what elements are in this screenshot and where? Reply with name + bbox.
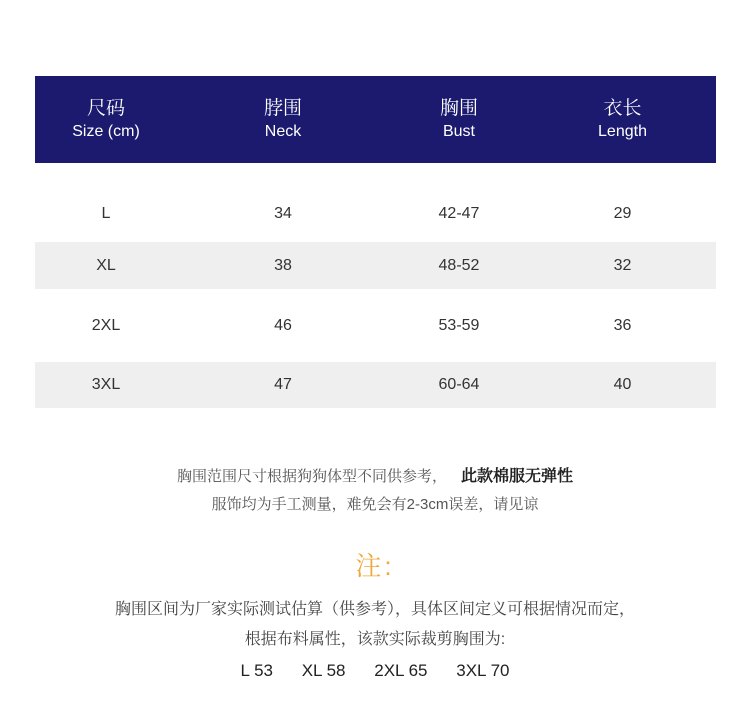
bust-value: 2XL 65 <box>374 661 428 680</box>
cell-size: XL <box>96 256 116 274</box>
cell-neck: 34 <box>274 205 292 222</box>
header-neck: 脖围 Neck <box>263 97 302 140</box>
cell-length: 29 <box>613 205 632 222</box>
table-row <box>35 362 716 408</box>
note-paragraph-2: 根据布料属性，该款实际裁剪胸围为: <box>244 631 506 648</box>
table-row <box>35 289 716 362</box>
table-header <box>35 76 716 163</box>
cell-length: 40 <box>613 376 632 393</box>
cell-length: 36 <box>613 316 632 334</box>
table-row <box>35 242 716 289</box>
cell-bust: 48-52 <box>438 256 480 274</box>
size-table <box>35 76 716 408</box>
fit-note: 胸围范围尺寸根据狗狗体型不同供参考， 此款棉服无弹性 <box>176 468 574 485</box>
cell-neck: 46 <box>274 316 292 334</box>
cell-size: 3XL <box>91 376 121 393</box>
cell-bust: 42-47 <box>438 205 480 222</box>
bust-value: 3XL 70 <box>456 661 510 680</box>
cell-neck: 47 <box>274 376 292 393</box>
no-stretch-note: 此款棉服无弹性 <box>461 468 574 485</box>
header-length: 衣长 Length <box>598 97 647 140</box>
measurement-note: 服饰均为手工测量，难免会有2-3cm误差，请见谅 <box>211 496 539 513</box>
header-bust: 胸围 Bust <box>439 97 478 140</box>
bust-value: XL 58 <box>301 661 346 680</box>
table-row <box>35 186 716 242</box>
cell-size: L <box>101 205 111 222</box>
header-size: 尺码 Size (cm) <box>72 97 140 140</box>
cell-neck: 38 <box>274 256 292 274</box>
note-paragraph-1: 胸围区间为厂家实际测试估算（供参考），具体区间定义可根据情况而定， <box>114 601 635 618</box>
cell-size: 2XL <box>91 316 121 334</box>
cell-bust: 60-64 <box>438 376 480 393</box>
actual-bust-list <box>0 661 750 681</box>
bust-value: L 53 <box>240 661 273 680</box>
cell-bust: 53-59 <box>438 316 480 334</box>
cell-length: 32 <box>613 256 632 274</box>
note-title: 注: <box>355 551 395 581</box>
